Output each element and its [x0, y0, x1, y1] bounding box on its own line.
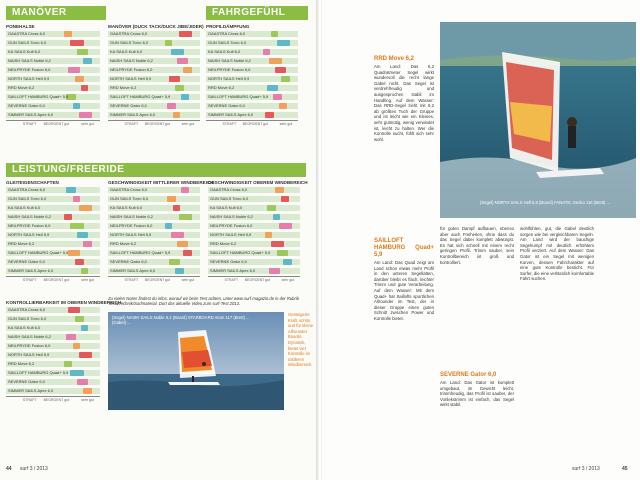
chart-row	[6, 267, 100, 275]
chart-row	[208, 186, 300, 194]
rating-bar	[177, 58, 188, 64]
right-page	[322, 0, 640, 480]
photo-caption: (Segel) NAISH SAILS Noble 6,2 (Board) STARBOARD Atom 117 (Brett) ... (Gabel) ...	[112, 315, 250, 326]
rating-bar	[181, 187, 188, 193]
chart-row	[6, 333, 100, 341]
chart-row	[108, 204, 200, 212]
chart-row	[206, 75, 298, 83]
chart-title: GLEITEIGENSCHAFTEN	[6, 180, 59, 185]
test-info-note: Zu vielen Noten findest du infos, worauf wir beim Test achten, unter www.surf-magazin.de in der Rubrik Test&Technik/Surfmaterial. Dort das aktuelle Video zum surf-Test 2013.	[108, 296, 299, 307]
photo-sidenote: Gesteigerte Kraft, schön und für kleine Allrounder Boards, Dynamik, bietet viel Kontrolle im mittleren Windbereich.	[288, 312, 314, 368]
rating-bar	[68, 250, 79, 256]
chart-row-label: NEILPRYDE Fusion 6,0	[8, 343, 51, 348]
rating-bar	[73, 103, 81, 109]
article-severne	[440, 372, 514, 411]
chart-row-label: RRD Move 6,2	[210, 241, 237, 246]
scale-label: STRAFT	[124, 278, 139, 282]
rating-bar	[177, 241, 188, 247]
chart-row-label: GUN SAILS Torro 6,0	[8, 196, 47, 201]
chart-row-label: NEILPRYDE Fusion 6,0	[8, 67, 51, 72]
rating-bar	[167, 196, 176, 202]
chart-row	[208, 222, 300, 230]
scale-label: BEGROENT	[144, 122, 165, 126]
chart-row-label: GAASTRA Cross 6,0	[110, 31, 148, 36]
article-continuation	[440, 226, 514, 268]
rating-bar	[81, 268, 89, 274]
chart-row	[6, 213, 100, 221]
chart-row-label: RRD Move 6,2	[208, 85, 235, 90]
chart-row	[206, 93, 298, 101]
scale-label: gut	[64, 398, 70, 402]
scale-label: sehr gut	[81, 122, 94, 126]
scale-label: sehr gut	[81, 398, 94, 402]
chart-row	[108, 93, 200, 101]
scale-label: STRAFT	[124, 122, 139, 126]
chart-row-label: NAISH SAILS Noble 6,2	[210, 214, 253, 219]
scale-label: gut	[64, 278, 70, 282]
chart-row-label: SIMMER SAILS Apex 6,0	[110, 112, 156, 117]
chart-title: KONTROLLIERBARKEIT IM OBEREN WINDBEREICH	[6, 300, 122, 305]
chart-row	[208, 231, 300, 239]
rating-bar	[283, 259, 292, 265]
rating-bar	[70, 370, 83, 376]
chart-row	[108, 186, 200, 194]
rating-bar	[169, 76, 180, 82]
chart-row-label: GUN SAILS Torro 6,0	[8, 316, 47, 321]
scale-label: BEGROENT	[43, 278, 64, 282]
chart-row-label: GUN SAILS Torro 6,0	[8, 40, 47, 45]
chart-row	[6, 93, 100, 101]
rating-bar	[179, 214, 192, 220]
rating-bar	[169, 259, 180, 265]
chart-row-label: SIMMER SAILS Apex 6,0	[110, 268, 156, 273]
rating-bar	[277, 40, 290, 46]
article-body: wohlfühlen, gut, die Gabel deutlich sorgen wie bei vergleichbaren Segeln. Am Land wird der bauchige Segelrumpf mit deutlich erhöhtem Profil verziert. Auf dem Wasser: Das Gator ist ein Segel mit wenigen Kurven, dessen Fahrcharakter auf eine gute Kontrolle besticht. Für Surfer, die eine verlässlich komfortable Fahrt suchen.	[520, 226, 594, 282]
chart-row	[108, 102, 200, 110]
chart-row-label: NEILPRYDE Fusion 6,0	[208, 67, 251, 72]
chart-row-label: NAISH SAILS Noble 6,2	[8, 334, 51, 339]
chart-row-label: KA SAILS Kult 6,0	[110, 49, 143, 54]
chart-row-label: SEVERNE Gator 6,0	[110, 103, 147, 108]
chart-axis	[206, 120, 298, 121]
chart-row-label: KA SAILS Kult 6,0	[210, 205, 243, 210]
rating-chart-kontroll	[6, 306, 100, 404]
chart-row	[6, 315, 100, 323]
rating-chart-geschw-oben	[208, 186, 300, 284]
scale-label: STRAFT	[22, 122, 37, 126]
chart-row-label: GAASTRA Cross 6,0	[8, 187, 46, 192]
chart-row-label: SIMMER SAILS Apex 6,0	[8, 268, 54, 273]
scale-label: gut	[165, 278, 170, 282]
chart-axis	[108, 120, 200, 121]
chart-row-label: NORTH SAILS Hell 5,9	[110, 76, 152, 81]
rating-bar	[83, 241, 92, 247]
rating-bar	[83, 58, 92, 64]
rating-bar	[183, 67, 192, 73]
chart-row-label: SIMMER SAILS Apex 6,0	[8, 112, 54, 117]
photo-illustration	[108, 312, 284, 410]
chart-row-label: GUN SAILS Torro 6,0	[110, 196, 149, 201]
chart-row-label: KA SAILS Kult 6,0	[8, 49, 41, 54]
chart-row-label: SAILLOFT HAMBURG Quad+ 5,9	[8, 370, 69, 375]
section-header-fahrgefuehl: FAHRGEFÜHL	[206, 6, 308, 20]
scale-label: BEGROENT	[144, 278, 165, 282]
chart-scale	[108, 122, 200, 128]
chart-row	[206, 57, 298, 65]
rating-bar	[277, 250, 288, 256]
rating-bar	[265, 112, 274, 118]
rating-chart-geschw-mittel	[108, 186, 200, 284]
chart-row	[6, 342, 100, 350]
rating-bar	[175, 268, 184, 274]
scale-label: sehr gut	[81, 278, 94, 282]
rating-bar	[183, 250, 192, 256]
chart-row	[206, 30, 298, 38]
chart-row	[208, 258, 300, 266]
chart-row	[208, 267, 300, 275]
scale-label: sehr gut	[281, 278, 295, 282]
chart-row-label: NEILPRYDE Fusion 6,0	[110, 67, 153, 72]
rating-bar	[173, 205, 180, 211]
chart-title: PROFILDÄMPFUNG	[206, 24, 250, 29]
chart-row-label: SEVERNE Gator 6,0	[210, 259, 247, 264]
section-header-manoever: MANÖVER	[6, 6, 106, 20]
rating-bar	[68, 307, 79, 313]
chart-row	[208, 204, 300, 212]
rating-bar	[271, 241, 284, 247]
rating-bar	[263, 49, 270, 55]
rating-bar	[81, 325, 89, 331]
chart-row	[6, 249, 100, 257]
chart-row-label: NAISH SAILS Noble 6,2	[110, 58, 153, 63]
issue-label-right: surf 3 / 2013	[572, 466, 600, 472]
rating-bar	[179, 31, 192, 37]
chart-row	[108, 84, 200, 92]
rating-bar	[171, 232, 184, 238]
chart-axis	[108, 276, 200, 277]
chart-row-label: NAISH SAILS Noble 6,2	[8, 58, 51, 63]
rating-bar	[165, 223, 172, 229]
scale-label: BEGROENT	[43, 398, 64, 402]
chart-row	[108, 213, 200, 221]
rating-bar	[64, 361, 72, 367]
scale-label: STRAFT	[22, 398, 37, 402]
chart-row	[108, 240, 200, 248]
chart-row	[6, 48, 100, 56]
chart-row-label: RRD Move 6,2	[110, 85, 137, 90]
chart-row-label: SAILLOFT HAMBURG Quad+ 5,9	[110, 94, 171, 99]
chart-row	[206, 84, 298, 92]
chart-row-label: KA SAILS Kult 6,0	[8, 325, 41, 330]
windsurf-photo-left	[108, 312, 284, 410]
chart-row-label: GUN SAILS Torro 6,0	[210, 196, 249, 201]
chart-row-label: SAILLOFT HAMBURG Quad+ 5,9	[110, 250, 171, 255]
chart-row	[6, 57, 100, 65]
chart-row	[6, 231, 100, 239]
chart-row	[206, 66, 298, 74]
chart-row-label: GUN SAILS Torro 6,0	[110, 40, 149, 45]
article-heading: SEVERNE Gator 6,0	[440, 372, 497, 378]
chart-row	[206, 102, 298, 110]
article-gator-continued	[520, 226, 594, 285]
chart-row	[108, 66, 200, 74]
chart-row	[208, 195, 300, 203]
chart-row	[108, 222, 200, 230]
chart-row-label: SEVERNE Gator 6,0	[110, 259, 147, 264]
rating-bar	[79, 205, 92, 211]
chart-row-label: NORTH SAILS Hell 5,9	[210, 232, 252, 237]
rating-bar	[279, 223, 292, 229]
chart-row	[108, 75, 200, 83]
article-body: Am Land: Das Gator ist komplett umgebaut, im Gewicht leicht, trimmfreudig, das Profil ist sauber, der Vorliekstrimm ist einfach, das Segel wirkt stabil.	[440, 380, 514, 408]
chart-row-label: KA SAILS Kult 6,0	[110, 205, 143, 210]
rating-bar	[273, 94, 282, 100]
chart-scale	[6, 122, 100, 128]
chart-scale	[206, 122, 298, 128]
chart-row-label: SAILLOFT HAMBURG Quad+ 5,9	[210, 250, 271, 255]
chart-row-label: NAISH SAILS Noble 6,2	[208, 58, 251, 63]
chart-row-label: SIMMER SAILS Apex 6,0	[8, 388, 54, 393]
chart-row	[108, 48, 200, 56]
chart-row	[108, 195, 200, 203]
chart-row	[6, 75, 100, 83]
rating-bar	[77, 49, 88, 55]
chart-row-label: NAISH SAILS Noble 6,2	[110, 214, 153, 219]
chart-axis	[6, 276, 100, 277]
rating-bar	[165, 40, 172, 46]
chart-row-label: NORTH SAILS Hell 5,9	[8, 352, 50, 357]
rating-bar	[267, 85, 278, 91]
rating-bar	[275, 187, 284, 193]
chart-row	[208, 249, 300, 257]
scale-label: gut	[64, 122, 70, 126]
chart-row	[108, 258, 200, 266]
chart-row-label: NEILPRYDE Fusion 6,0	[210, 223, 253, 228]
chart-row-label: GAASTRA Cross 6,0	[8, 31, 46, 36]
chart-row	[108, 30, 200, 38]
chart-row-label: KA SAILS Kult 6,0	[8, 205, 41, 210]
chart-scale	[108, 278, 200, 284]
chart-row-label: NORTH SAILS Hell 5,9	[8, 232, 50, 237]
chart-row-label: SEVERNE Gator 6,0	[8, 103, 45, 108]
chart-row-label: NORTH SAILS Hell 5,9	[110, 232, 152, 237]
scale-label: BEGROENT	[43, 122, 64, 126]
chart-row	[6, 240, 100, 248]
rating-bar	[275, 67, 286, 73]
rating-chart-ponehalse	[6, 30, 100, 128]
chart-row	[6, 84, 100, 92]
chart-row-label: NORTH SAILS Hell 5,9	[208, 76, 250, 81]
rating-bar	[269, 58, 282, 64]
chart-row-label: SIMMER SAILS Apex 6,0	[208, 112, 254, 117]
chart-row-label: GAASTRA Cross 6,0	[208, 31, 246, 36]
chart-row-label: GAASTRA Cross 6,0	[210, 187, 248, 192]
chart-row	[208, 213, 300, 221]
chart-row	[6, 378, 100, 386]
rating-bar	[75, 259, 84, 265]
rating-bar	[70, 40, 83, 46]
article-heading: SAILLOFT HAMBURG Quad+ 5,9	[374, 238, 434, 258]
rating-bar	[79, 352, 92, 358]
chart-row	[6, 369, 100, 377]
rating-bar	[83, 388, 92, 394]
chart-title: MANÖVER (DUCK TACK/DUCK JIBE/JIDER)	[108, 24, 204, 29]
chart-row	[6, 387, 100, 395]
rating-bar	[77, 379, 88, 385]
rating-bar	[66, 187, 75, 193]
scale-label: sehr gut	[181, 278, 195, 282]
chart-row-label: SAILLOFT HAMBURG Quad+ 5,9	[8, 250, 69, 255]
chart-row-label: GAASTRA Cross 6,0	[110, 187, 148, 192]
windsurf-photo-right	[440, 22, 636, 218]
rating-bar	[81, 85, 89, 91]
chart-row-label: SEVERNE Gator 6,0	[8, 379, 45, 384]
scale-label: STRAFT	[222, 122, 237, 126]
left-page	[0, 0, 318, 480]
chart-row	[6, 66, 100, 74]
rating-bar	[171, 49, 184, 55]
rating-bar	[175, 85, 184, 91]
rating-bar	[173, 112, 180, 118]
rating-bar	[271, 31, 278, 37]
chart-row	[6, 222, 100, 230]
chart-row	[6, 204, 100, 212]
chart-row	[6, 186, 100, 194]
rating-bar	[167, 103, 176, 109]
rating-bar	[181, 94, 188, 100]
page-number-right: 45	[622, 466, 628, 472]
chart-row	[6, 351, 100, 359]
chart-row	[206, 39, 298, 47]
rating-bar	[64, 31, 72, 37]
chart-row	[6, 258, 100, 266]
rating-bar	[77, 232, 88, 238]
article-rrd	[374, 56, 434, 145]
chart-row-label: NORTH SAILS Hell 5,9	[8, 76, 50, 81]
chart-row	[6, 324, 100, 332]
chart-row	[208, 240, 300, 248]
chart-row	[108, 57, 200, 65]
chart-row-label: SAILLOFT HAMBURG Quad+ 5,9	[8, 94, 69, 99]
chart-row-label: SEVERNE Gator 6,0	[8, 259, 45, 264]
chart-row	[6, 306, 100, 314]
chart-row-label: NEILPRYDE Fusion 6,0	[110, 223, 153, 228]
chart-row-label: SIMMER SAILS Apex 6,0	[210, 268, 256, 273]
article-heading: RRD Move 6,2	[374, 56, 415, 62]
chart-row	[6, 39, 100, 47]
chart-title: PONEHALSE	[6, 24, 35, 29]
article-body: Am Land: Das Quad zeigt am Land schon etwas mehr Profil in den unteren Segellatten, darüber bleibt es flach, leichter Trimm und gute Verarbeitung. Auf dem Wasser: Mit dem Quad+ hat Saillofts sportlichen Allrounder im Test, der in dieser Gruppe einen guten Schnitt zwischen Power und Kontrolle bietet.	[374, 260, 434, 321]
chart-row	[108, 267, 200, 275]
rating-bar	[64, 214, 72, 220]
article-sailloft	[374, 238, 434, 325]
photo-caption: (Segel) NORTH SAILS Hell 5,9 (Board) FANATIC Gecko 116 (Brett) ...	[480, 200, 611, 205]
issue-label-left: surf 3 / 2013	[20, 466, 48, 472]
photo-illustration	[440, 22, 636, 218]
chart-row-label: RRD Move 6,2	[8, 241, 35, 246]
scale-label: STRAFT	[224, 278, 239, 282]
chart-row	[6, 195, 100, 203]
chart-axis	[6, 120, 100, 121]
scale-label: BEGROENT	[242, 122, 263, 126]
rating-bar	[75, 76, 84, 82]
chart-axis	[208, 276, 300, 277]
chart-row	[108, 249, 200, 257]
rating-bar	[75, 316, 84, 322]
scale-label: BEGROENT	[244, 278, 265, 282]
rating-bar	[279, 103, 286, 109]
chart-title: GESCHWINDIGKEIT OBEREM WINDBEREICH	[208, 180, 308, 185]
chart-row	[206, 111, 298, 119]
chart-row-label: RRD Move 6,2	[8, 361, 35, 366]
chart-row	[6, 360, 100, 368]
chart-row	[108, 111, 200, 119]
rating-chart-manoever	[108, 30, 200, 128]
rating-bar	[79, 112, 92, 118]
chart-row	[6, 111, 100, 119]
chart-row-label: NEILPRYDE Fusion 6,0	[8, 223, 51, 228]
article-body: für guten Dampf aufbauen, ebenso aber auch Freiheiten, ohne dass du das Segel dabei komplett abwürgst. Es hat sich schnell mit einem recht geringen Profil. Trimm sauber, sein Kontrollbereich ist groß und kontrolliert.	[440, 226, 514, 265]
scale-label: gut	[263, 122, 268, 126]
scale-label: sehr gut	[279, 122, 293, 126]
chart-scale	[6, 278, 100, 284]
chart-row-label: RRD Move 6,2	[8, 85, 35, 90]
rating-bar	[269, 268, 280, 274]
rating-bar	[265, 232, 272, 238]
scale-label: gut	[165, 122, 170, 126]
rating-chart-gleit	[6, 186, 100, 284]
rating-bar	[66, 334, 75, 340]
rating-bar	[281, 76, 290, 82]
chart-row	[108, 39, 200, 47]
chart-row-label: GAASTRA Cross 6,0	[8, 307, 46, 312]
rating-bar	[281, 196, 288, 202]
chart-row-label: NAISH SAILS Noble 6,2	[8, 214, 51, 219]
chart-row	[108, 231, 200, 239]
rating-chart-profil	[206, 30, 298, 128]
chart-row	[6, 30, 100, 38]
chart-row	[206, 48, 298, 56]
rating-bar	[70, 223, 83, 229]
chart-scale	[208, 278, 300, 284]
rating-bar	[68, 67, 79, 73]
section-header-leistung: LEISTUNG/FREERIDE	[6, 163, 306, 177]
rating-bar	[73, 343, 81, 349]
chart-row-label: GUN SAILS Torro 6,0	[208, 40, 247, 45]
chart-row	[6, 102, 100, 110]
chart-scale	[6, 398, 100, 404]
chart-row-label: SAILLOFT HAMBURG Quad+ 5,9	[208, 94, 269, 99]
scale-label: STRAFT	[22, 278, 37, 282]
chart-row-label: SEVERNE Gator 6,0	[208, 103, 245, 108]
chart-row-label: KA SAILS Kult 6,0	[208, 49, 241, 54]
page-number-left: 44	[6, 466, 12, 472]
scale-label: sehr gut	[181, 122, 195, 126]
rating-bar	[73, 196, 81, 202]
article-body: Am Land: Das 6,2 Quadratmeter Segel wirkt wundervoll die recht lange Gabel nicht. Das Segel ist verdrehfreudig und ausgesprochen stabil im Handling. Auf dem Wasser: Das RRD-Segel zieht mit 6,2 ab größtes Tuch der Gruppe und ist leicht wie ein Kleines, sehr gutmütig, wenig verwindet ist, leicht zu halten. Wer die Kontrolle sucht, fühlt sich sehr wohl.	[374, 64, 434, 142]
scale-label: gut	[265, 278, 270, 282]
chart-row-label: RRD Move 6,2	[110, 241, 137, 246]
chart-title: GESCHWINDIGKEIT MITTLERER WINDBEREICH	[108, 180, 214, 185]
rating-bar	[273, 214, 280, 220]
chart-axis	[6, 396, 100, 397]
rating-bar	[267, 205, 276, 211]
